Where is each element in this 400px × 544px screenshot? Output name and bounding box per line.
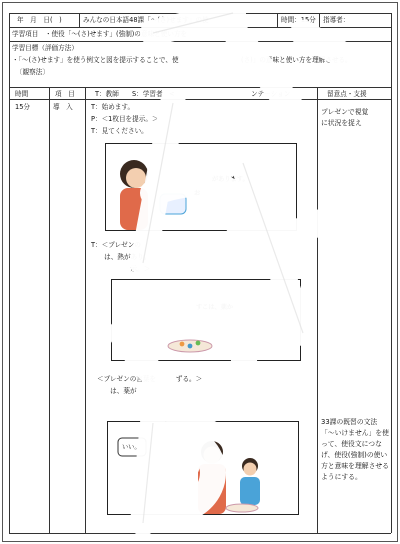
slide-2-text: すこは、薬か [196, 304, 234, 311]
th-time: 時間 [15, 90, 29, 98]
header-time: 時間：15分 [281, 16, 316, 24]
dialogue-line: P：＜1枚目を提示。＞ [91, 115, 159, 123]
th-notes: 留意点・支援 [327, 90, 367, 98]
th-item: 項 目 [55, 90, 75, 98]
header-date: 年 月 日( ) [17, 16, 62, 24]
watermark [3, 3, 397, 541]
dialogue-line: は、熱があり。 [91, 253, 151, 261]
dialogue-line: ＜プレゼンの言葉を ずる。＞ [97, 375, 203, 383]
note-grammar: 33課の既習の文法「～いけません」を使って、使役文につなげ、使役(強制)の使い方と意味を理解させるようにする。 [321, 418, 389, 481]
goal-body: ・「～(さ)せます」を使う例文と図を提示することで、使 [12, 56, 179, 64]
slide-1-text: があります。 [212, 176, 249, 183]
lesson-plan-page [2, 2, 398, 542]
dialogue-line: 示。＞ [91, 265, 151, 273]
slide-3-bubble: いい。 [122, 444, 141, 451]
dialogue-line: T：見てください。 [91, 127, 148, 135]
goal-method: 〔観察法〕 [16, 68, 49, 76]
row-time: 15分 [15, 103, 30, 111]
slide-1-text: お [194, 190, 201, 197]
th-roles: T：教師 S：学習者 < [95, 90, 175, 98]
row-item: 導 入 [53, 103, 73, 111]
dialogue-line: は、薬が [97, 387, 137, 395]
goal-body-tail: (さ)」の意味と使い方を理解させる。 [241, 56, 352, 64]
study-item: 学習項目 ・使役「～(さ)せます」(強制)の意味と使い方を [12, 30, 188, 38]
note-presentation: プレゼンで視覚 に状況を捉え [321, 108, 369, 127]
th-presentation: ンテーション [251, 90, 291, 98]
goal-heading: 学習目標（評価方法） [12, 44, 78, 52]
header-instructor: 指導者： [323, 16, 350, 24]
dialogue-line: T：＜プレゼンの [91, 241, 141, 249]
header-title: みんなの日本語48課「～(さ)せます」の使 [83, 16, 209, 24]
dialogue-line: T：始めます。 [91, 103, 135, 111]
